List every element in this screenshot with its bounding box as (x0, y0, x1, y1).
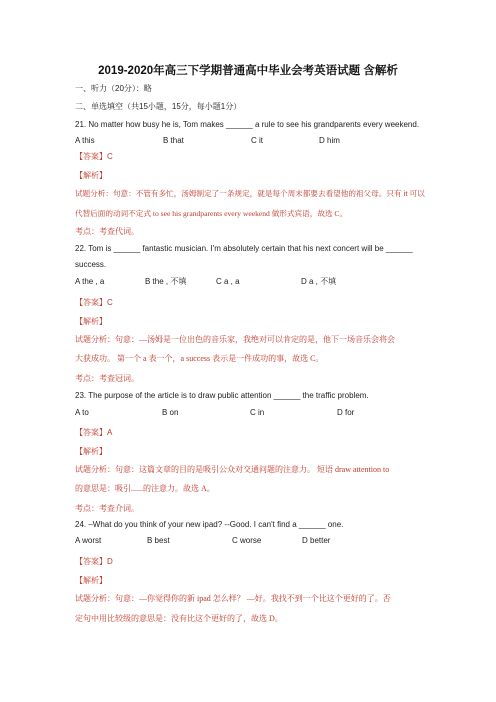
q22-stem-line2: success. (75, 260, 107, 269)
q22-option-d: D a , 不填 (301, 277, 337, 286)
q21-option-c: C it (251, 136, 263, 145)
section-listening: 一、听力（20分）：略 (75, 84, 152, 93)
q24-option-d: D better (302, 536, 331, 545)
q23-stem: 23. The purpose of the article is to draw public attention ______ the traffic problem. (75, 391, 369, 400)
q23-answer: 【答案】A (75, 428, 113, 437)
q24-analysis-line1: 试题分析：句意：—你觉得你的新 ipad 怎么样？ —好。我找不到一个比这个更好的了。否 (75, 594, 391, 603)
q21-option-a: A this (75, 136, 95, 145)
q21-stem: 21. No matter how busy he is, Tom makes ______ a rule to see his grandparents every weekend. (75, 120, 420, 129)
q21-analysis-line2: 代替后面的动词不定式 to see his grandparents every weekend 做形式宾语，故选 C。 (75, 209, 348, 218)
q21-answer: 【答案】C (75, 152, 113, 161)
q24-option-b: B best (147, 536, 170, 545)
q23-analysis-line2: 的意思是：吸引......的注意力。故选 A。 (75, 484, 215, 493)
q23-analysis-tag: 【解析】 (75, 447, 107, 456)
q23-analysis-line1: 试题分析：句意：这篇文章的目的是吸引公众对交通问题的注意力。 短语 draw attention to (75, 465, 390, 474)
section-single-choice: 二、单选填空（共15小题，15分，每小题1分） (75, 102, 242, 111)
q23-option-d: D for (337, 408, 355, 417)
q24-stem: 24. –What do you think of your new ipad? --Good. I can't find a ______ one. (75, 520, 344, 529)
q24-option-a: A worst (75, 536, 102, 545)
q21-point: 考点：考查代词。 (75, 227, 139, 236)
q22-stem-line1: 22. Tom is ______ fantastic musician. I'm absolutely certain that his next concert will be ______ (75, 244, 413, 253)
q24-analysis-line2: 定句中用比较级的意思是：没有比这个更好的了，故选 D。 (75, 614, 283, 623)
q22-point: 考点：考查冠词。 (75, 374, 139, 383)
q23-option-b: B on (162, 408, 179, 417)
q23-option-a: A to (75, 408, 89, 417)
q21-option-b: B that (163, 136, 184, 145)
q22-analysis-tag: 【解析】 (75, 317, 107, 326)
q24-analysis-tag: 【解析】 (75, 576, 107, 585)
page-title: 2019-2020年高三下学期普通高中毕业会考英语试题 含解析 (98, 65, 398, 77)
q22-analysis-line2: 大获成功。 第一个 a 表一个，a success 表示是一件成功的事，故选 C。 (75, 354, 324, 363)
q22-option-a: A the , a (75, 277, 105, 286)
q22-analysis-line1: 试题分析：句意：—汤姆是一位出色的音乐家，我绝对可以肯定的是，他下一场音乐会将会 (75, 335, 395, 344)
q21-analysis-line1: 试题分析：句意：不管有多忙，汤姆制定了一条规定，就是每个周末都要去看望他的祖父母。只有 it 可以 (75, 189, 425, 198)
q23-point: 考点：考查介词。 (75, 504, 139, 513)
q22-option-c: C a , a (216, 277, 240, 286)
q22-option-b: B the , 不填 (145, 277, 187, 286)
q24-answer: 【答案】D (75, 557, 113, 566)
q23-option-c: C in (250, 408, 265, 417)
q24-option-c: C worse (232, 536, 262, 545)
q22-answer: 【答案】C (75, 298, 113, 307)
q21-analysis-tag: 【解析】 (75, 171, 107, 180)
q21-option-d: D him (319, 136, 340, 145)
